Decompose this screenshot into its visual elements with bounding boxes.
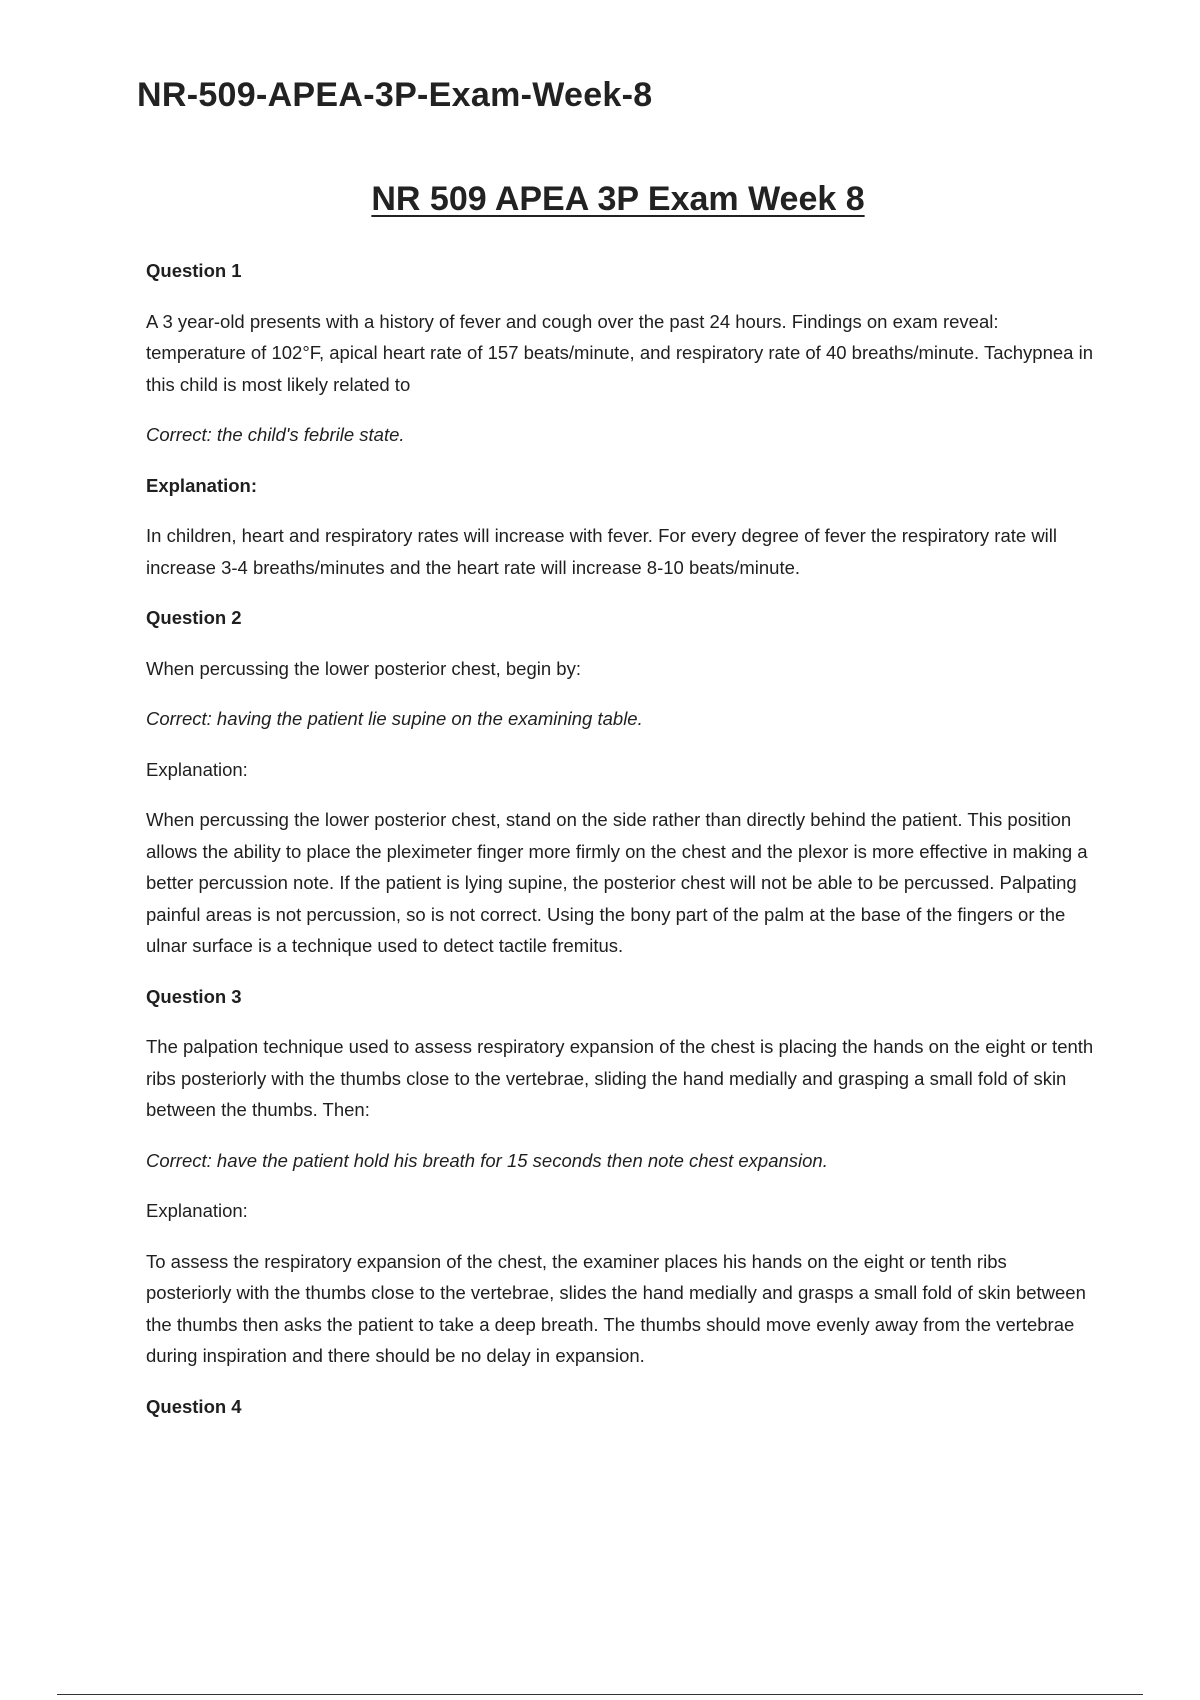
question-heading: Question 1 (146, 260, 242, 281)
correct-answer: Correct: have the patient hold his breath for 15 seconds then note chest expansion. (146, 1149, 828, 1171)
explanation-text: In children, heart and respiratory rates will increase with fever. For every degree of fever the respiratory rate will increase 3-4 breaths/minutes and the heart rate will increase 8-10 beats/minute. (146, 525, 1058, 578)
question-heading: Question 2 (146, 607, 242, 628)
correct-answer: Correct: having the patient lie supine on the examining table. (146, 708, 643, 729)
correct-answer: Correct: the child's febrile state. (146, 424, 405, 445)
page-bottom-rule (57, 1694, 1143, 1695)
explanation-text: To assess the respiratory expansion of the chest, the examiner places his hands on the eight or tenth ribs posteriorly with the thumbs close to the vertebrae, slides the hand medially and grasps a small fold of skin between the thumbs then asks the patient to take a deep breath. The thumbs should move evenly away from the vertebrae during inspiration and there should be no delay in expansion. (146, 1250, 1086, 1366)
explanation-label: Explanation: (146, 758, 248, 780)
question-4 (146, 1391, 1096, 1423)
question-heading: Question 3 (146, 985, 242, 1007)
explanation-text: When percussing the lower posterior chest, stand on the side rather than directly behind the patient. This position allows the ability to place the pleximeter finger more firmly on the chest and the plexor is more effective in making a better percussion note. If the patient is lying supine, the posterior chest will not be able to be percussed. Palpating painful areas is not percussion, so is not correct. Using the bony part of the palm at the base of the fingers or the ulnar surface is a technique used to detect tactile fremitus. (146, 809, 1088, 956)
question-text: The palpation technique used to assess respiratory expansion of the chest is placing the hands on the eight or tenth ribs posteriorly with the thumbs close to the vertebrae, sliding the hand medially and grasping a small fold of skin between the thumbs. Then: (146, 1036, 1094, 1120)
question-text: A 3 year-old presents with a history of fever and cough over the past 24 hours. Findings on exam reveal: temperature of 102°F, apical heart rate of 157 beats/minute, and respiratory rate of 40 breaths/minute. Tachypnea in this child is most likely related to (146, 310, 1094, 395)
question-1 (146, 255, 1096, 583)
document-body (146, 255, 1096, 1441)
explanation-label: Explanation: (146, 474, 258, 496)
question-2 (146, 602, 1096, 962)
document-header: NR-509-APEA-3P-Exam-Week-8 (137, 76, 653, 114)
question-heading: Question 4 (146, 1395, 242, 1417)
question-3 (146, 981, 1096, 1372)
explanation-label: Explanation: (146, 1200, 248, 1221)
document-title: NR 509 APEA 3P Exam Week 8 (371, 180, 865, 218)
question-text: When percussing the lower posterior chest, begin by: (146, 657, 581, 679)
